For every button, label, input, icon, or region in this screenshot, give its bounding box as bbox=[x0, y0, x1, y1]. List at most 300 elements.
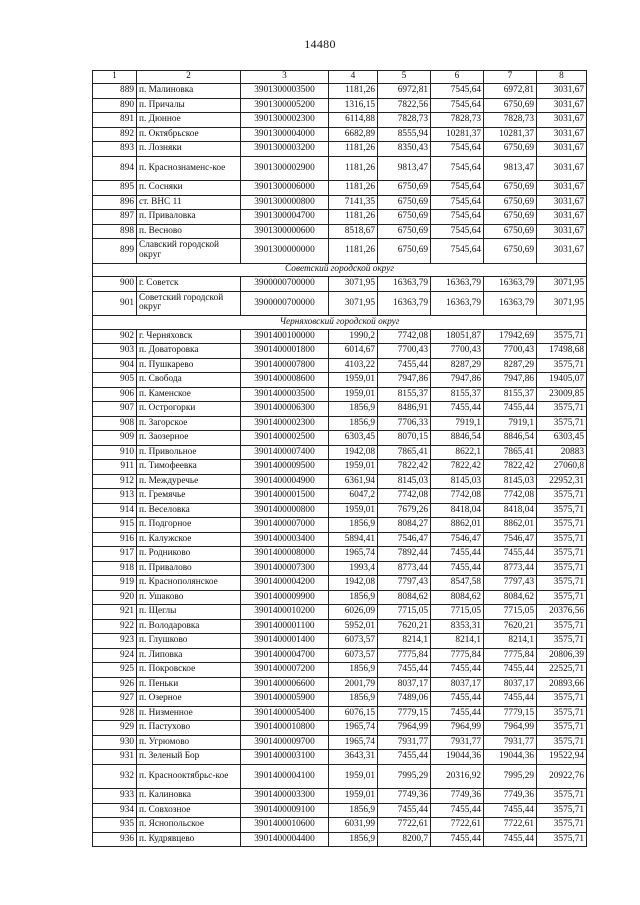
settlement-code: 3901400004400 bbox=[241, 832, 329, 847]
header-cell: 4 bbox=[329, 71, 378, 84]
value-cell: 7828,73 bbox=[431, 113, 484, 128]
value-cell: 7749,36 bbox=[484, 789, 537, 804]
value-cell: 3071,95 bbox=[329, 277, 378, 292]
value-cell: 16363,79 bbox=[378, 291, 431, 316]
settlement-name: п. Острогорки bbox=[137, 402, 241, 417]
value-cell: 6361,94 bbox=[329, 474, 378, 489]
value-cell: 7455,44 bbox=[484, 832, 537, 847]
settlement-code: 3901300000600 bbox=[241, 224, 329, 239]
table-row bbox=[93, 576, 587, 591]
value-cell: 7545,64 bbox=[431, 195, 484, 210]
value-cell: 8145,03 bbox=[431, 474, 484, 489]
value-cell: 7455,44 bbox=[431, 663, 484, 678]
value-cell: 7455,44 bbox=[431, 706, 484, 721]
value-cell: 3575,71 bbox=[537, 576, 587, 591]
table-row bbox=[93, 195, 587, 210]
settlement-name: п. Лозняки bbox=[137, 142, 241, 157]
value-cell: 10281,37 bbox=[431, 127, 484, 142]
table-row bbox=[93, 98, 587, 113]
settlement-code: 3901400007400 bbox=[241, 445, 329, 460]
settlement-code: 3901400004700 bbox=[241, 648, 329, 663]
table-row bbox=[93, 619, 587, 634]
row-number: 927 bbox=[93, 692, 137, 707]
value-cell: 8518,67 bbox=[329, 224, 378, 239]
value-cell: 6750,69 bbox=[484, 210, 537, 225]
value-cell: 1181,26 bbox=[329, 84, 378, 99]
value-cell: 6031,99 bbox=[329, 818, 378, 833]
value-cell: 8145,03 bbox=[378, 474, 431, 489]
value-cell: 7722,61 bbox=[378, 818, 431, 833]
data-table bbox=[92, 70, 587, 847]
value-cell: 20316,92 bbox=[431, 764, 484, 789]
value-cell: 8037,17 bbox=[484, 677, 537, 692]
row-number: 904 bbox=[93, 358, 137, 373]
value-cell: 7545,64 bbox=[431, 98, 484, 113]
row-number: 909 bbox=[93, 431, 137, 446]
value-cell: 3575,71 bbox=[537, 803, 587, 818]
row-number: 914 bbox=[93, 503, 137, 518]
settlement-code: 3901400008600 bbox=[241, 373, 329, 388]
value-cell: 6114,88 bbox=[329, 113, 378, 128]
value-cell: 7545,64 bbox=[431, 181, 484, 196]
settlement-code: 3901400003400 bbox=[241, 532, 329, 547]
settlement-code: 3901300006000 bbox=[241, 181, 329, 196]
row-number: 928 bbox=[93, 706, 137, 721]
value-cell: 7749,36 bbox=[431, 789, 484, 804]
value-cell: 3031,67 bbox=[537, 239, 587, 264]
value-cell: 8214,1 bbox=[484, 634, 537, 649]
value-cell: 7455,44 bbox=[484, 547, 537, 562]
value-cell: 6750,69 bbox=[378, 224, 431, 239]
settlement-code: 3901400000800 bbox=[241, 503, 329, 518]
row-number: 923 bbox=[93, 634, 137, 649]
value-cell: 7620,21 bbox=[484, 619, 537, 634]
value-cell: 3575,71 bbox=[537, 402, 587, 417]
value-cell: 1181,26 bbox=[329, 181, 378, 196]
table-row bbox=[93, 277, 587, 292]
settlement-name: п. Октябрьское bbox=[137, 127, 241, 142]
value-cell: 3575,71 bbox=[537, 329, 587, 344]
value-cell: 7546,47 bbox=[378, 532, 431, 547]
settlement-name: п. Яснопольское bbox=[137, 818, 241, 833]
value-cell: 3575,71 bbox=[537, 692, 587, 707]
value-cell: 1856,9 bbox=[329, 590, 378, 605]
value-cell: 7822,42 bbox=[378, 460, 431, 475]
row-number: 917 bbox=[93, 547, 137, 562]
value-cell: 16363,79 bbox=[431, 291, 484, 316]
value-cell: 8287,29 bbox=[431, 358, 484, 373]
row-number: 933 bbox=[93, 789, 137, 804]
settlement-code: 3901400010200 bbox=[241, 605, 329, 620]
value-cell: 7545,64 bbox=[431, 142, 484, 157]
value-cell: 8155,37 bbox=[484, 387, 537, 402]
table-row bbox=[93, 547, 587, 562]
table-row bbox=[93, 474, 587, 489]
value-cell: 7828,73 bbox=[378, 113, 431, 128]
row-number: 898 bbox=[93, 224, 137, 239]
value-cell: 8084,62 bbox=[484, 590, 537, 605]
value-cell: 3575,71 bbox=[537, 706, 587, 721]
value-cell: 7931,77 bbox=[378, 735, 431, 750]
value-cell: 7715,05 bbox=[484, 605, 537, 620]
settlement-name: Славский городской округ bbox=[137, 239, 241, 264]
value-cell: 6750,69 bbox=[484, 195, 537, 210]
settlement-code: 3901400002300 bbox=[241, 416, 329, 431]
settlement-name: п. Володаровка bbox=[137, 619, 241, 634]
row-number: 892 bbox=[93, 127, 137, 142]
value-cell: 7865,41 bbox=[484, 445, 537, 460]
value-cell: 3575,71 bbox=[537, 832, 587, 847]
settlement-code: 3900000700000 bbox=[241, 277, 329, 292]
value-cell: 7489,06 bbox=[378, 692, 431, 707]
value-cell: 7455,44 bbox=[431, 832, 484, 847]
row-number: 930 bbox=[93, 735, 137, 750]
value-cell: 3071,95 bbox=[329, 291, 378, 316]
settlement-name: ст. ВНС 11 bbox=[137, 195, 241, 210]
settlement-name: п. Гремячье bbox=[137, 489, 241, 504]
value-cell: 8037,17 bbox=[431, 677, 484, 692]
settlement-code: 3901400007300 bbox=[241, 561, 329, 576]
row-number: 905 bbox=[93, 373, 137, 388]
settlement-code: 3901300004000 bbox=[241, 127, 329, 142]
settlement-code: 3901400003300 bbox=[241, 789, 329, 804]
value-cell: 6682,89 bbox=[329, 127, 378, 142]
settlement-code: 3901300000000 bbox=[241, 239, 329, 264]
value-cell: 17498,68 bbox=[537, 344, 587, 359]
value-cell: 7455,44 bbox=[431, 547, 484, 562]
value-cell: 7742,08 bbox=[378, 489, 431, 504]
value-cell: 3575,71 bbox=[537, 532, 587, 547]
value-cell: 7822,56 bbox=[378, 98, 431, 113]
settlement-code: 3901400007000 bbox=[241, 518, 329, 533]
settlement-code: 3901400001100 bbox=[241, 619, 329, 634]
value-cell: 19405,07 bbox=[537, 373, 587, 388]
settlement-code: 3901400010600 bbox=[241, 818, 329, 833]
value-cell: 18051,87 bbox=[431, 329, 484, 344]
table-row bbox=[93, 224, 587, 239]
settlement-name: п. Краснооктябрьс-кое bbox=[137, 764, 241, 789]
table-row bbox=[93, 721, 587, 736]
settlement-code: 3901400003100 bbox=[241, 750, 329, 765]
value-cell: 6750,69 bbox=[378, 210, 431, 225]
settlement-code: 3901400009900 bbox=[241, 590, 329, 605]
value-cell: 7964,99 bbox=[431, 721, 484, 736]
value-cell: 6014,67 bbox=[329, 344, 378, 359]
value-cell: 7947,86 bbox=[378, 373, 431, 388]
value-cell: 3031,67 bbox=[537, 195, 587, 210]
value-cell: 7947,86 bbox=[431, 373, 484, 388]
value-cell: 20893,66 bbox=[537, 677, 587, 692]
value-cell: 7679,26 bbox=[378, 503, 431, 518]
value-cell: 27060,8 bbox=[537, 460, 587, 475]
table-row bbox=[93, 648, 587, 663]
value-cell: 7865,41 bbox=[378, 445, 431, 460]
value-cell: 3575,71 bbox=[537, 358, 587, 373]
value-cell: 7742,08 bbox=[378, 329, 431, 344]
settlement-name: п. Причалы bbox=[137, 98, 241, 113]
row-number: 906 bbox=[93, 387, 137, 402]
value-cell: 1856,9 bbox=[329, 663, 378, 678]
value-cell: 7545,64 bbox=[431, 156, 484, 181]
table-row bbox=[93, 210, 587, 225]
settlement-name: п. Озерное bbox=[137, 692, 241, 707]
settlement-name: п. Липовка bbox=[137, 648, 241, 663]
value-cell: 6750,69 bbox=[378, 195, 431, 210]
value-cell: 7931,77 bbox=[431, 735, 484, 750]
row-number: 912 bbox=[93, 474, 137, 489]
value-cell: 3031,67 bbox=[537, 224, 587, 239]
value-cell: 7722,61 bbox=[431, 818, 484, 833]
value-cell: 7455,44 bbox=[431, 692, 484, 707]
settlement-name: п. Кудрявцево bbox=[137, 832, 241, 847]
value-cell: 7455,44 bbox=[484, 803, 537, 818]
row-number: 916 bbox=[93, 532, 137, 547]
value-cell: 7545,64 bbox=[431, 239, 484, 264]
value-cell: 8555,94 bbox=[378, 127, 431, 142]
value-cell: 20806,39 bbox=[537, 648, 587, 663]
value-cell: 6750,69 bbox=[484, 224, 537, 239]
value-cell: 4103,22 bbox=[329, 358, 378, 373]
value-cell: 7947,86 bbox=[484, 373, 537, 388]
value-cell: 6303,45 bbox=[329, 431, 378, 446]
value-cell: 6972,81 bbox=[484, 84, 537, 99]
value-cell: 7455,44 bbox=[431, 561, 484, 576]
table-row bbox=[93, 750, 587, 765]
settlement-name: п. Пеньки bbox=[137, 677, 241, 692]
value-cell: 1959,01 bbox=[329, 764, 378, 789]
row-number: 935 bbox=[93, 818, 137, 833]
value-cell: 3575,71 bbox=[537, 721, 587, 736]
value-cell: 1959,01 bbox=[329, 387, 378, 402]
row-number: 920 bbox=[93, 590, 137, 605]
header-cell: 6 bbox=[431, 71, 484, 84]
value-cell: 7775,84 bbox=[431, 648, 484, 663]
value-cell: 7715,05 bbox=[431, 605, 484, 620]
value-cell: 3575,71 bbox=[537, 590, 587, 605]
value-cell: 22525,71 bbox=[537, 663, 587, 678]
row-number: 903 bbox=[93, 344, 137, 359]
settlement-name: п. Родниково bbox=[137, 547, 241, 562]
value-cell: 7797,43 bbox=[378, 576, 431, 591]
settlement-code: 3901400004100 bbox=[241, 764, 329, 789]
table-row bbox=[93, 634, 587, 649]
settlement-code: 3901400007800 bbox=[241, 358, 329, 373]
value-cell: 7892,44 bbox=[378, 547, 431, 562]
table-row bbox=[93, 663, 587, 678]
value-cell: 3071,95 bbox=[537, 291, 587, 316]
table-row bbox=[93, 445, 587, 460]
header-cell: 3 bbox=[241, 71, 329, 84]
table-row bbox=[93, 142, 587, 157]
value-cell: 3031,67 bbox=[537, 181, 587, 196]
value-cell: 8037,17 bbox=[378, 677, 431, 692]
value-cell: 1942,08 bbox=[329, 445, 378, 460]
value-cell: 7722,61 bbox=[484, 818, 537, 833]
value-cell: 20376,56 bbox=[537, 605, 587, 620]
value-cell: 8862,01 bbox=[431, 518, 484, 533]
settlement-name: п. Сосняки bbox=[137, 181, 241, 196]
table-body bbox=[93, 71, 587, 847]
table-row bbox=[93, 387, 587, 402]
value-cell: 6073,57 bbox=[329, 634, 378, 649]
table-row bbox=[93, 735, 587, 750]
settlement-name: п. Малиновка bbox=[137, 84, 241, 99]
row-number: 932 bbox=[93, 764, 137, 789]
value-cell: 7964,99 bbox=[378, 721, 431, 736]
table-row bbox=[93, 692, 587, 707]
table-row bbox=[93, 764, 587, 789]
settlement-code: 3901400004200 bbox=[241, 576, 329, 591]
settlement-code: 3901300003500 bbox=[241, 84, 329, 99]
table-row bbox=[93, 402, 587, 417]
value-cell: 6750,69 bbox=[378, 181, 431, 196]
settlement-name: п. Калужское bbox=[137, 532, 241, 547]
row-number: 936 bbox=[93, 832, 137, 847]
value-cell: 19044,36 bbox=[484, 750, 537, 765]
value-cell: 7931,77 bbox=[484, 735, 537, 750]
value-cell: 7779,15 bbox=[484, 706, 537, 721]
value-cell: 10281,37 bbox=[484, 127, 537, 142]
row-number: 926 bbox=[93, 677, 137, 692]
table-row bbox=[93, 344, 587, 359]
value-cell: 1856,9 bbox=[329, 692, 378, 707]
value-cell: 8070,15 bbox=[378, 431, 431, 446]
value-cell: 7455,44 bbox=[378, 750, 431, 765]
row-number: 900 bbox=[93, 277, 137, 292]
header-cell: 8 bbox=[537, 71, 587, 84]
value-cell: 7546,47 bbox=[431, 532, 484, 547]
value-cell: 8418,04 bbox=[431, 503, 484, 518]
value-cell: 6026,09 bbox=[329, 605, 378, 620]
settlement-code: 3901400006300 bbox=[241, 402, 329, 417]
row-number: 893 bbox=[93, 142, 137, 157]
value-cell: 3031,67 bbox=[537, 156, 587, 181]
settlement-name: п. Краснознаменс-кое bbox=[137, 156, 241, 181]
settlement-name: п. Пушкарево bbox=[137, 358, 241, 373]
value-cell: 19522,94 bbox=[537, 750, 587, 765]
value-cell: 17942,69 bbox=[484, 329, 537, 344]
row-number: 897 bbox=[93, 210, 137, 225]
value-cell: 3575,71 bbox=[537, 503, 587, 518]
row-number: 889 bbox=[93, 84, 137, 99]
value-cell: 3575,71 bbox=[537, 416, 587, 431]
value-cell: 3031,67 bbox=[537, 113, 587, 128]
section-title: Советский городской округ bbox=[93, 263, 587, 277]
value-cell: 1181,26 bbox=[329, 156, 378, 181]
value-cell: 1856,9 bbox=[329, 518, 378, 533]
row-number: 922 bbox=[93, 619, 137, 634]
value-cell: 8084,62 bbox=[378, 590, 431, 605]
table-row bbox=[93, 373, 587, 388]
value-cell: 8084,62 bbox=[431, 590, 484, 605]
value-cell: 3575,71 bbox=[537, 789, 587, 804]
table-row bbox=[93, 518, 587, 533]
row-number: 901 bbox=[93, 291, 137, 316]
value-cell: 3575,71 bbox=[537, 547, 587, 562]
value-cell: 7995,29 bbox=[378, 764, 431, 789]
row-number: 929 bbox=[93, 721, 137, 736]
value-cell: 9813,47 bbox=[378, 156, 431, 181]
settlement-name: п. Пастухово bbox=[137, 721, 241, 736]
value-cell: 6750,69 bbox=[484, 239, 537, 264]
row-number: 925 bbox=[93, 663, 137, 678]
value-cell: 7749,36 bbox=[378, 789, 431, 804]
table-row bbox=[93, 706, 587, 721]
value-cell: 16363,79 bbox=[378, 277, 431, 292]
value-cell: 3071,95 bbox=[537, 277, 587, 292]
table-row bbox=[93, 291, 587, 316]
section-title: Черняховский городской округ bbox=[93, 316, 587, 330]
value-cell: 8547,58 bbox=[431, 576, 484, 591]
table-row bbox=[93, 789, 587, 804]
row-number: 919 bbox=[93, 576, 137, 591]
value-cell: 3575,71 bbox=[537, 619, 587, 634]
value-cell: 7455,44 bbox=[484, 692, 537, 707]
settlement-name: п. Привольное bbox=[137, 445, 241, 460]
settlement-name: Советский городской округ bbox=[137, 291, 241, 316]
table-row bbox=[93, 156, 587, 181]
value-cell: 8353,31 bbox=[431, 619, 484, 634]
table-row bbox=[93, 605, 587, 620]
table-row bbox=[93, 431, 587, 446]
value-cell: 3575,71 bbox=[537, 489, 587, 504]
value-cell: 3575,71 bbox=[537, 518, 587, 533]
value-cell: 7779,15 bbox=[378, 706, 431, 721]
settlement-code: 3901400009700 bbox=[241, 735, 329, 750]
value-cell: 20922,76 bbox=[537, 764, 587, 789]
header-cell: 2 bbox=[137, 71, 241, 84]
value-cell: 7700,43 bbox=[431, 344, 484, 359]
settlement-name: г. Советск bbox=[137, 277, 241, 292]
row-number: 902 bbox=[93, 329, 137, 344]
value-cell: 7715,05 bbox=[378, 605, 431, 620]
section-row bbox=[93, 316, 587, 330]
value-cell: 8155,37 bbox=[378, 387, 431, 402]
row-number: 899 bbox=[93, 239, 137, 264]
value-cell: 5952,01 bbox=[329, 619, 378, 634]
value-cell: 7995,29 bbox=[484, 764, 537, 789]
settlement-code: 3901300002900 bbox=[241, 156, 329, 181]
settlement-code: 3901400006600 bbox=[241, 677, 329, 692]
settlement-name: п. Совхозное bbox=[137, 803, 241, 818]
value-cell: 3031,67 bbox=[537, 84, 587, 99]
value-cell: 1181,26 bbox=[329, 239, 378, 264]
value-cell: 3575,71 bbox=[537, 818, 587, 833]
value-cell: 7455,44 bbox=[431, 803, 484, 818]
value-cell: 7545,64 bbox=[431, 84, 484, 99]
value-cell: 1990,2 bbox=[329, 329, 378, 344]
table-row bbox=[93, 590, 587, 605]
value-cell: 8084,27 bbox=[378, 518, 431, 533]
value-cell: 8214,1 bbox=[431, 634, 484, 649]
value-cell: 20883 bbox=[537, 445, 587, 460]
settlement-code: 3901400001400 bbox=[241, 634, 329, 649]
value-cell: 3031,67 bbox=[537, 210, 587, 225]
value-cell: 1959,01 bbox=[329, 373, 378, 388]
value-cell: 6750,69 bbox=[378, 239, 431, 264]
row-number: 918 bbox=[93, 561, 137, 576]
row-number: 891 bbox=[93, 113, 137, 128]
settlement-name: п. Каменское bbox=[137, 387, 241, 402]
row-number: 921 bbox=[93, 605, 137, 620]
settlement-code: 3901400004900 bbox=[241, 474, 329, 489]
value-cell: 8773,44 bbox=[378, 561, 431, 576]
header-cell: 5 bbox=[378, 71, 431, 84]
settlement-code: 3901400005400 bbox=[241, 706, 329, 721]
value-cell: 7828,73 bbox=[484, 113, 537, 128]
value-cell: 1856,9 bbox=[329, 832, 378, 847]
value-cell: 5894,41 bbox=[329, 532, 378, 547]
